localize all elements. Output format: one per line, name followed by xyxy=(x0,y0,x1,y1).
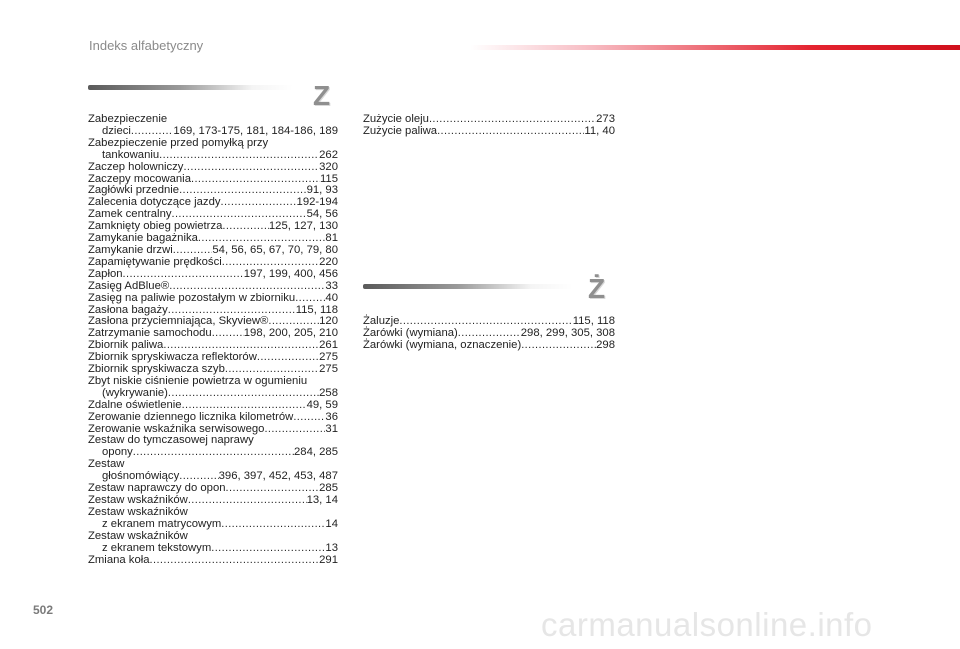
dot-leader xyxy=(521,340,596,352)
index-entry xyxy=(88,555,338,567)
index-term: (wykrywanie) xyxy=(102,386,168,399)
index-entry xyxy=(88,162,338,174)
page-references: 81 xyxy=(325,232,338,245)
index-term: Żarówki (wymiana, oznaczenie) xyxy=(363,338,522,351)
index-term: Zbyt niskie ciśnienie powietrza w ogumieniu xyxy=(88,374,308,387)
index-term: Zasięg na paliwie pozostałym w zbiorniku xyxy=(88,291,296,304)
dot-leader xyxy=(221,197,297,209)
page-references: 298 xyxy=(596,338,615,351)
index-term: Zestaw wskaźników xyxy=(88,529,188,542)
dot-leader xyxy=(123,269,244,281)
index-term: Zerowanie wskaźnika serwisowego xyxy=(88,422,265,435)
index-term: Zasłona bagaży xyxy=(88,303,168,316)
dot-leader xyxy=(212,328,244,340)
page-references: 197, 199, 400, 456 xyxy=(243,267,338,280)
page-references: 33 xyxy=(325,279,338,292)
index-term: z ekranem tekstowym xyxy=(102,541,212,554)
index-term: Zalecenia dotyczące jazdy xyxy=(88,196,221,209)
index-entry xyxy=(88,412,338,424)
page-references: 54, 56, 65, 67, 70, 79, 80 xyxy=(212,243,338,256)
page-references: 284, 285 xyxy=(294,446,338,459)
index-entry xyxy=(88,269,338,281)
index-term: Zerowanie dziennego licznika kilometrów xyxy=(88,410,294,423)
index-entry xyxy=(88,257,338,269)
dot-leader xyxy=(226,483,320,495)
index-entry xyxy=(88,519,338,531)
index-term: Zestaw wskaźników xyxy=(88,505,188,518)
page-references: 320 xyxy=(319,160,338,173)
index-term: opony xyxy=(102,446,133,459)
index-entry xyxy=(363,126,615,138)
index-entry xyxy=(88,447,338,459)
index-term: Żarówki (wymiana) xyxy=(363,326,458,339)
dot-leader xyxy=(295,293,325,305)
section-z-divider xyxy=(88,85,293,90)
page-references: 115, 118 xyxy=(572,315,615,327)
index-term: Zabezpieczenie xyxy=(88,113,168,125)
dot-leader xyxy=(264,424,325,436)
index-term: Zestaw naprawczy do opon xyxy=(88,482,226,495)
page-number: 502 xyxy=(33,603,54,617)
dot-leader xyxy=(133,447,294,459)
page-references: 31 xyxy=(325,422,338,435)
section-z-letter: Z xyxy=(313,80,331,111)
page-references: 285 xyxy=(319,482,338,495)
dot-leader xyxy=(183,162,319,174)
section-zz-letter: Ż xyxy=(588,273,606,304)
index-term: Zapamiętywanie prędkości xyxy=(88,255,222,268)
page-references: 258 xyxy=(319,386,338,399)
page-references: 54, 56 xyxy=(306,208,338,221)
index-term: dzieci xyxy=(102,124,131,137)
page-references: 120 xyxy=(319,315,338,328)
index-column-right-zz xyxy=(363,316,615,352)
index-entry xyxy=(88,400,338,412)
page-references: 115 xyxy=(319,172,338,185)
index-term: Zapłon xyxy=(88,267,123,280)
page-references: 125, 127, 130 xyxy=(268,220,338,233)
page-references: 262 xyxy=(319,148,338,161)
dot-leader xyxy=(437,126,584,138)
page-references: 396, 397, 452, 453, 487 xyxy=(218,470,338,483)
index-term: Zaczep holowniczy xyxy=(88,160,184,173)
page-references: 13, 14 xyxy=(306,494,338,506)
index-term: Zbiornik paliwa xyxy=(88,339,164,352)
index-entry xyxy=(88,388,338,400)
index-term: Zużycie oleju xyxy=(363,113,429,125)
dot-leader xyxy=(211,543,325,555)
index-term: Zasięg AdBlue® xyxy=(88,279,170,292)
index-entry xyxy=(363,340,615,352)
index-column-right-z xyxy=(363,114,615,138)
dot-leader xyxy=(257,352,319,364)
index-entry xyxy=(88,281,338,293)
dot-leader xyxy=(150,555,320,567)
page-references: 13 xyxy=(325,541,338,554)
index-term: Zdalne oświetlenie xyxy=(88,398,182,411)
index-entry xyxy=(88,531,338,543)
page-header-title: Indeks alfabetyczny xyxy=(89,38,204,53)
index-term: tankowaniu xyxy=(102,148,160,161)
dot-leader xyxy=(222,257,319,269)
dot-leader xyxy=(188,495,307,507)
index-entry xyxy=(88,543,338,555)
index-entry xyxy=(88,150,338,162)
dot-leader xyxy=(182,400,307,412)
watermark: carmanualsonline.info xyxy=(541,606,873,643)
index-entry xyxy=(88,293,338,305)
page-references: 291 xyxy=(319,553,338,566)
index-column-left xyxy=(88,114,338,566)
page-references: 115, 118 xyxy=(295,303,338,316)
index-term: Zbiornik spryskiwacza szyb xyxy=(88,363,225,376)
index-term: głośnomówiący xyxy=(102,470,180,483)
page-references: 275 xyxy=(319,363,338,376)
page-references: 49, 59 xyxy=(306,398,338,411)
index-term: Zatrzymanie samochodu xyxy=(88,327,212,340)
page-references: 192-194 xyxy=(296,196,338,209)
page-references: 14 xyxy=(325,517,338,530)
index-term: Zestaw do tymczasowej naprawy xyxy=(88,434,254,447)
dot-leader xyxy=(222,221,269,233)
page-references: 275 xyxy=(319,351,338,364)
section-zz-divider xyxy=(363,284,573,289)
dot-leader xyxy=(221,519,325,531)
index-term: Zestaw wskaźników xyxy=(88,494,188,506)
index-term: Zestaw xyxy=(88,458,125,471)
dot-leader xyxy=(168,388,319,400)
index-term: z ekranem matrycowym xyxy=(102,517,222,530)
dot-leader xyxy=(169,281,325,293)
page-references: 169, 173-175, 181, 184-186, 189 xyxy=(173,124,338,137)
index-term: Zbiornik spryskiwacza reflektorów xyxy=(88,351,257,364)
page-references: 36 xyxy=(325,410,338,423)
dot-leader xyxy=(191,174,320,186)
index-term: Zamek centralny xyxy=(88,208,172,221)
index-term: Zamknięty obieg powietrza xyxy=(88,220,223,233)
page-references: 198, 200, 205, 210 xyxy=(243,327,338,340)
index-entry xyxy=(88,138,338,150)
index-term: Zmiana koła xyxy=(88,553,150,566)
index-term: Zagłówki przednie xyxy=(88,184,180,197)
index-term: Żaluzje xyxy=(363,315,400,327)
dot-leader xyxy=(293,412,325,424)
page-references: 11, 40 xyxy=(584,124,615,137)
page-references: 220 xyxy=(319,255,338,268)
dot-leader xyxy=(159,150,319,162)
page-references: 298, 299, 305, 308 xyxy=(520,326,615,339)
index-term: Zabezpieczenie przed pomyłką przy xyxy=(88,136,269,149)
index-term: Zamykanie drzwi xyxy=(88,243,173,256)
header-accent-bar xyxy=(470,45,960,50)
page-references: 40 xyxy=(325,291,338,304)
page-references: 91, 93 xyxy=(306,184,338,197)
index-term: Zaczepy mocowania xyxy=(88,172,191,185)
index-term: Zużycie paliwa xyxy=(363,124,438,137)
index-term: Zamykanie bagażnika xyxy=(88,232,198,245)
page-references: 273 xyxy=(596,113,615,125)
index-term: Zasłona przyciemniająca, Skyview® xyxy=(88,315,269,328)
dot-leader xyxy=(429,114,596,126)
page-references: 261 xyxy=(319,339,338,352)
